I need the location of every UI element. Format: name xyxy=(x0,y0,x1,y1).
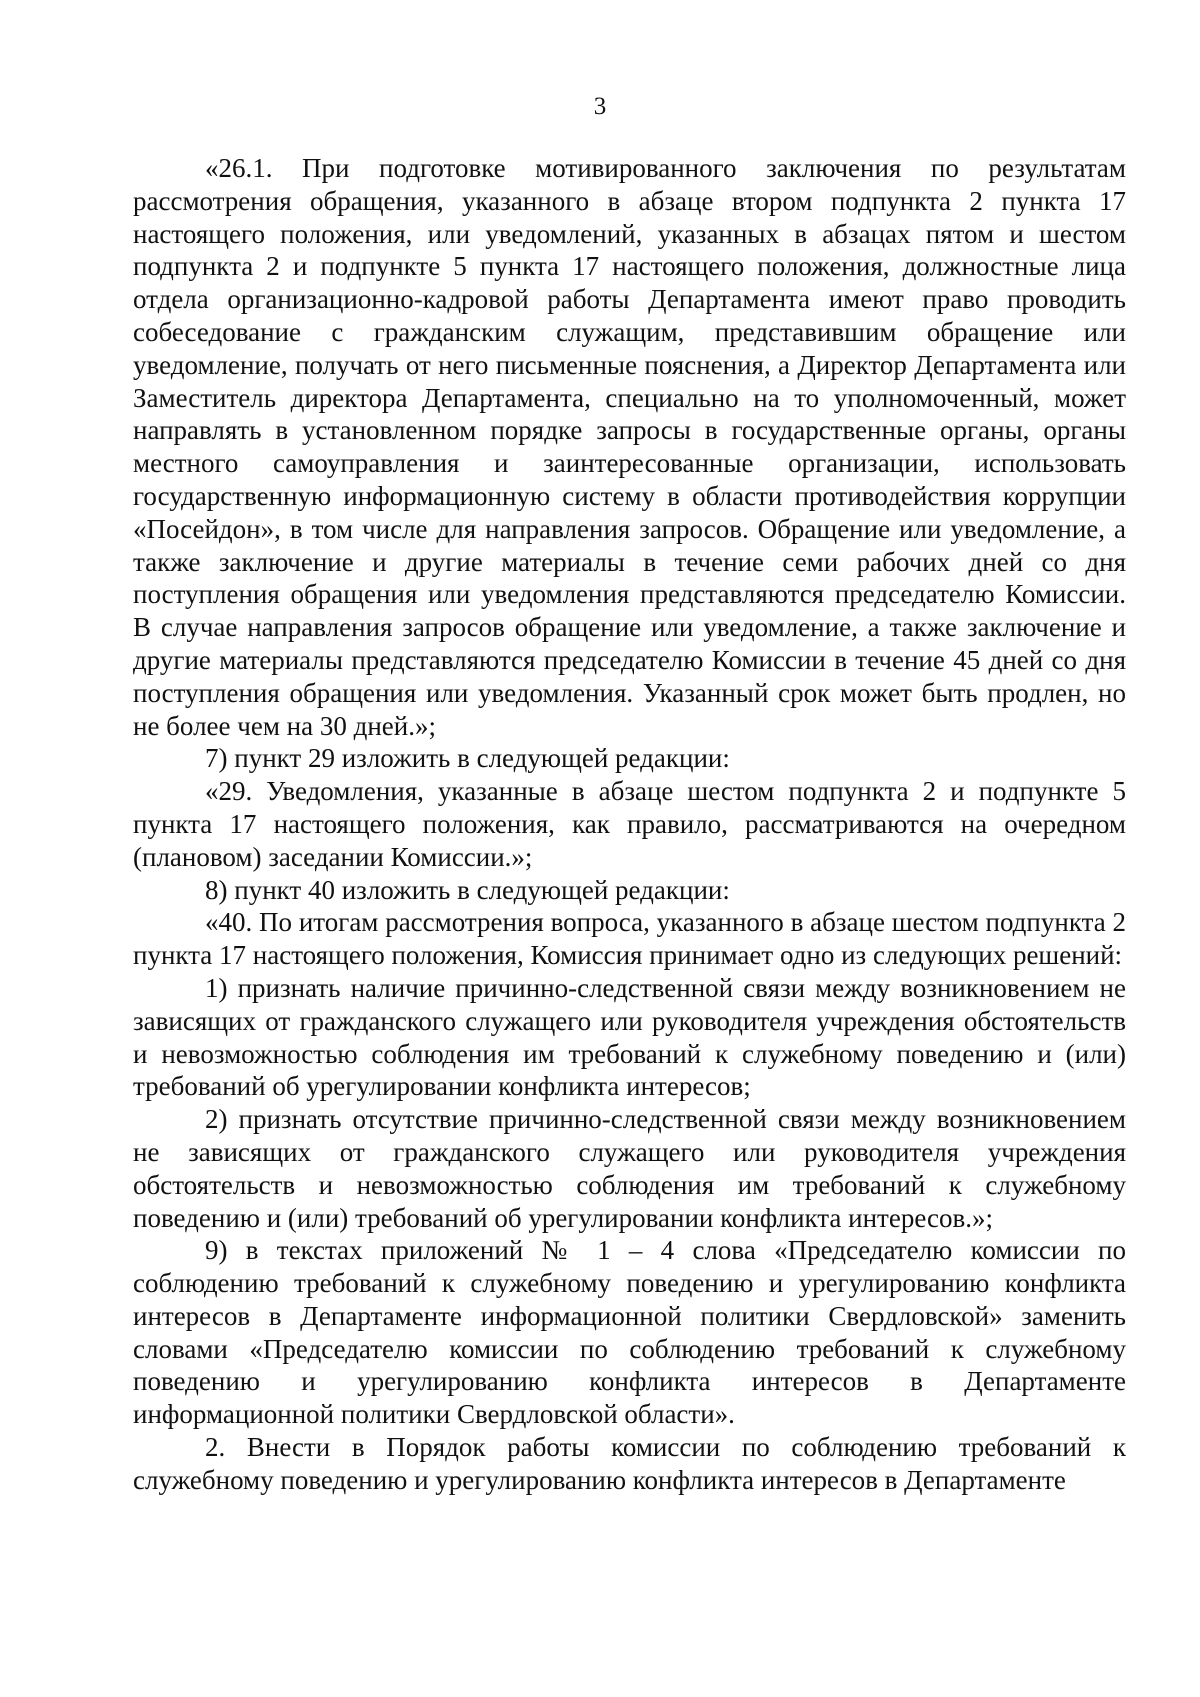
paragraph-item-9: 9) в текстах приложений № 1 – 4 слова «Председателю комиссии по соблюдению требований к служебному поведению и урегулированию конфликта интересов в Департаменте информационной политики Свердловской» заменить словами «Председателю комиссии по соблюдению требований к служебному поведению и урегулированию конфликта интересов в Департаменте информационной политики Свердловской области». xyxy=(133,1235,1126,1430)
paragraph-decision-2: 2) признать отсутствие причинно-следственной связи между возникновением не зависящих от гражданского служащего или руководителя учреждения обстоятельств и невозможностью соблюдения им требований к служебному поведению и (или) требований об урегулировании конфликта интересов.»; xyxy=(133,1104,1126,1233)
paragraph-29: «29. Уведомления, указанные в абзаце шестом подпункта 2 и подпункте 5 пункта 17 настоящего положения, как правило, рассматриваются на очередном (плановом) заседании Комиссии.»; xyxy=(133,776,1126,872)
paragraph-item-7: 7) пункт 29 изложить в следующей редакции: xyxy=(205,743,730,774)
paragraph-26-1: «26.1. При подготовке мотивированного заключения по результатам рассмотрения обращения, указанного в абзаце втором подпункта 2 пункта 17 настоящего положения, или уведомлений, указанных в абзацах пятом и шестом подпункта 2 и подпункте 5 пункта 17 настоящего положения, должностные лица отдела организационно-кадровой работы Департамента имеют право проводить собеседование с гражданским служащим, представившим обращение или уведомление, получать от него письменные пояснения, а Директор Департамента или Заместитель директора Департамента, специально на то уполномоченный, может направлять в установленном порядке запросы в государственные органы, органы местного самоуправления и заинтересованные организации, использовать государственную информационную систему в области противодействия коррупции «Посейдон», в том числе для направления запросов. Обращение или уведомление, а также заключение и другие материалы в течение семи рабочих дней со дня поступления обращения или уведомления представляются председателю Комиссии. В случае направления запросов обращение или уведомление, а также заключение и другие материалы представляются председателю Комиссии в течение 45 дней со дня поступления обращения или уведомления. Указанный срок может быть продлен, но не более чем на 30 дней.»; xyxy=(133,153,1126,741)
paragraph-section-2: 2. Внести в Порядок работы комиссии по соблюдению требований к служебному поведению и урегулированию конфликта интересов в Департаменте xyxy=(133,1432,1126,1495)
paragraph-decision-1: 1) признать наличие причинно-следственной связи между возникновением не зависящих от гражданского служащего или руководителя учреждения обстоятельств и невозможностью соблюдения им требований к служебному поведению и (или) требований об урегулировании конфликта интересов; xyxy=(133,972,1126,1102)
document-body xyxy=(133,152,1126,1497)
paragraph-item-8: 8) пункт 40 изложить в следующей редакции: xyxy=(205,874,730,905)
page-number: 3 xyxy=(593,93,607,120)
paragraph-40: «40. По итогам рассмотрения вопроса, указанного в абзаце шестом подпункта 2 пункта 17 настоящего положения, Комиссия принимает одно из следующих решений: xyxy=(133,907,1126,971)
